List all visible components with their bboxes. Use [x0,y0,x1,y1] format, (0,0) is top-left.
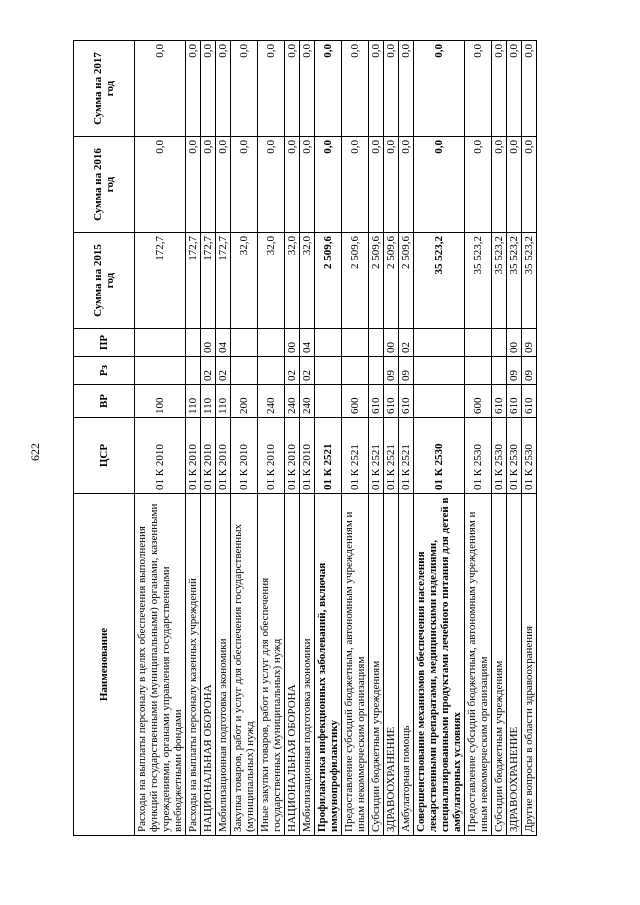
cell-csr: 01 К 2530 [522,418,537,494]
cell-y2016: 0,0 [507,137,522,233]
cell-y2015: 32,0 [231,233,258,329]
cell-csr: 01 К 2521 [315,418,342,494]
cell-y2017: 0,0 [414,41,465,137]
cell-csr: 01 К 2010 [258,418,285,494]
cell-vr: 610 [399,385,414,418]
cell-y2015: 35 523,2 [522,233,537,329]
cell-y2017: 0,0 [315,41,342,137]
cell-csr: 01 К 2010 [231,418,258,494]
cell-rz [414,357,465,385]
cell-csr: 01 К 2530 [492,418,507,494]
cell-y2015: 35 523,2 [492,233,507,329]
cell-rz [315,357,342,385]
table-row [507,41,522,836]
table-row [135,41,186,836]
cell-y2016: 0,0 [216,137,231,233]
cell-y2015: 35 523,2 [507,233,522,329]
cell-vr [414,385,465,418]
cell-rz: 02 [285,357,300,385]
header-sum-2016: Сумма на 2016 год [74,137,135,233]
table-row [300,41,315,836]
cell-name: НАЦИОНАЛЬНАЯ ОБОРОНА [201,494,216,836]
cell-name: Другие вопросы в области здравоохранения [522,494,537,836]
cell-vr: 240 [300,385,315,418]
cell-y2016: 0,0 [342,137,369,233]
cell-csr: 01 К 2010 [300,418,315,494]
cell-y2015: 172,7 [201,233,216,329]
table-row [201,41,216,836]
header-csr: ЦСР [74,418,135,494]
cell-rz [492,357,507,385]
cell-vr [315,385,342,418]
cell-rz [369,357,384,385]
cell-vr: 600 [342,385,369,418]
header-sum-2015: Сумма на 2015 год [74,233,135,329]
cell-name: Субсидии бюджетным учреждениям [492,494,507,836]
table-row [465,41,492,836]
cell-name: Иные закупки товаров, работ и услуг для обеспечения государственных (муниципальных) нужд [258,494,285,836]
table-row [216,41,231,836]
cell-y2015: 172,7 [216,233,231,329]
cell-y2017: 0,0 [216,41,231,137]
cell-y2017: 0,0 [507,41,522,137]
cell-pr [342,329,369,357]
cell-y2015: 2 509,6 [384,233,399,329]
cell-y2016: 0,0 [414,137,465,233]
cell-name: Профилактика инфекционных заболеваний, включая иммунопрофилактику [315,494,342,836]
cell-csr: 01 К 2530 [414,418,465,494]
cell-y2016: 0,0 [186,137,201,233]
cell-y2016: 0,0 [300,137,315,233]
cell-y2017: 0,0 [369,41,384,137]
table-row [492,41,507,836]
cell-csr: 01 К 2530 [465,418,492,494]
cell-y2017: 0,0 [522,41,537,137]
cell-csr: 01 К 2521 [399,418,414,494]
table-row [384,41,399,836]
cell-y2016: 0,0 [465,137,492,233]
cell-name: Мобилизационная подготовка экономики [300,494,315,836]
table-header-row [74,41,135,836]
cell-rz: 02 [216,357,231,385]
cell-pr [135,329,186,357]
cell-vr: 110 [216,385,231,418]
cell-rz: 02 [300,357,315,385]
cell-pr: 02 [399,329,414,357]
cell-name: Совершенствование механизмов обеспечения населения лекарственными препаратами, медицинскими изделиями, специализированными продуктами лечебного питания для детей в амбулаторных условиях [414,494,465,836]
cell-name: Предоставление субсидий бюджетным, автономным учреждениям и иным некоммерческим организациям [465,494,492,836]
cell-name: Расходы на выплаты персоналу казенных учреждений [186,494,201,836]
cell-y2017: 0,0 [135,41,186,137]
cell-csr: 01 К 2010 [216,418,231,494]
cell-y2016: 0,0 [135,137,186,233]
table-row [231,41,258,836]
table-row [342,41,369,836]
table-row [285,41,300,836]
cell-rz [342,357,369,385]
cell-name: Предоставление субсидий бюджетным, автономным учреждениям и иным некоммерческим организациям [342,494,369,836]
cell-y2017: 0,0 [399,41,414,137]
cell-y2017: 0,0 [384,41,399,137]
cell-y2015: 32,0 [300,233,315,329]
cell-y2015: 35 523,2 [414,233,465,329]
table-row [399,41,414,836]
cell-rz [231,357,258,385]
cell-y2017: 0,0 [300,41,315,137]
cell-y2017: 0,0 [342,41,369,137]
table-row [315,41,342,836]
cell-y2017: 0,0 [186,41,201,137]
cell-csr: 01 К 2010 [285,418,300,494]
cell-y2015: 35 523,2 [465,233,492,329]
cell-y2017: 0,0 [465,41,492,137]
cell-name: ЗДРАВООХРАНЕНИЕ [507,494,522,836]
cell-vr: 240 [258,385,285,418]
cell-vr: 110 [186,385,201,418]
cell-name: Мобилизационная подготовка экономики [216,494,231,836]
header-pr: ПР [74,329,135,357]
cell-csr: 01 К 2530 [507,418,522,494]
header-rz: Рз [74,357,135,385]
cell-rz: 02 [201,357,216,385]
cell-pr [231,329,258,357]
cell-y2017: 0,0 [201,41,216,137]
cell-pr [369,329,384,357]
cell-pr: 04 [216,329,231,357]
cell-y2015: 2 509,6 [342,233,369,329]
cell-y2015: 32,0 [258,233,285,329]
table-row [258,41,285,836]
cell-y2016: 0,0 [201,137,216,233]
cell-vr: 610 [522,385,537,418]
cell-pr: 09 [522,329,537,357]
cell-pr [414,329,465,357]
cell-csr: 01 К 2521 [384,418,399,494]
cell-vr: 600 [465,385,492,418]
cell-y2017: 0,0 [258,41,285,137]
cell-name: ЗДРАВООХРАНЕНИЕ [384,494,399,836]
cell-y2016: 0,0 [315,137,342,233]
cell-y2016: 0,0 [369,137,384,233]
cell-pr [258,329,285,357]
cell-csr: 01 К 2010 [186,418,201,494]
cell-y2017: 0,0 [231,41,258,137]
cell-y2016: 0,0 [399,137,414,233]
cell-vr: 110 [201,385,216,418]
cell-y2016: 0,0 [231,137,258,233]
cell-y2015: 172,7 [186,233,201,329]
cell-pr [315,329,342,357]
cell-y2016: 0,0 [285,137,300,233]
table-row [186,41,201,836]
cell-y2016: 0,0 [492,137,507,233]
cell-csr: 01 К 2010 [201,418,216,494]
cell-y2015: 2 509,6 [399,233,414,329]
cell-rz [135,357,186,385]
cell-pr: 00 [384,329,399,357]
cell-y2016: 0,0 [384,137,399,233]
cell-vr: 200 [231,385,258,418]
cell-csr: 01 К 2521 [342,418,369,494]
table-row [414,41,465,836]
cell-y2015: 32,0 [285,233,300,329]
header-sum-2017: Сумма на 2017 год [74,41,135,137]
cell-name: Расходы на выплаты персоналу в целях обеспечения выполнения функций государственными (муниципальными) органами, казенными учреждениями, органами управления государственными внебюджетными фондами [135,494,186,836]
cell-csr: 01 К 2521 [369,418,384,494]
cell-vr: 240 [285,385,300,418]
cell-vr: 610 [384,385,399,418]
cell-rz [186,357,201,385]
cell-name: Субсидии бюджетным учреждениям [369,494,384,836]
cell-vr: 610 [507,385,522,418]
cell-pr: 04 [300,329,315,357]
cell-pr [465,329,492,357]
cell-pr: 00 [201,329,216,357]
cell-rz: 09 [507,357,522,385]
cell-y2017: 0,0 [492,41,507,137]
cell-y2015: 2 509,6 [315,233,342,329]
header-name: Наименование [74,494,135,836]
cell-vr: 610 [369,385,384,418]
cell-vr: 100 [135,385,186,418]
page-number: 622 [28,443,42,461]
cell-name: Закупка товаров, работ и услуг для обеспечения государственных (муниципальных) нужд [231,494,258,836]
header-vr: ВР [74,385,135,418]
cell-rz [465,357,492,385]
cell-pr: 00 [507,329,522,357]
cell-y2016: 0,0 [258,137,285,233]
cell-pr [186,329,201,357]
cell-pr: 00 [285,329,300,357]
table-row [369,41,384,836]
cell-y2016: 0,0 [522,137,537,233]
rotated-table-container [73,41,601,836]
budget-table [73,40,537,836]
cell-rz: 09 [522,357,537,385]
cell-pr [492,329,507,357]
cell-y2015: 2 509,6 [369,233,384,329]
cell-rz [258,357,285,385]
table-row [522,41,537,836]
cell-rz: 09 [399,357,414,385]
cell-name: НАЦИОНАЛЬНАЯ ОБОРОНА [285,494,300,836]
cell-y2015: 172,7 [135,233,186,329]
cell-vr: 610 [492,385,507,418]
cell-y2017: 0,0 [285,41,300,137]
table-body [135,41,537,836]
cell-rz: 09 [384,357,399,385]
cell-name: Амбулаторная помощь [399,494,414,836]
cell-csr: 01 К 2010 [135,418,186,494]
